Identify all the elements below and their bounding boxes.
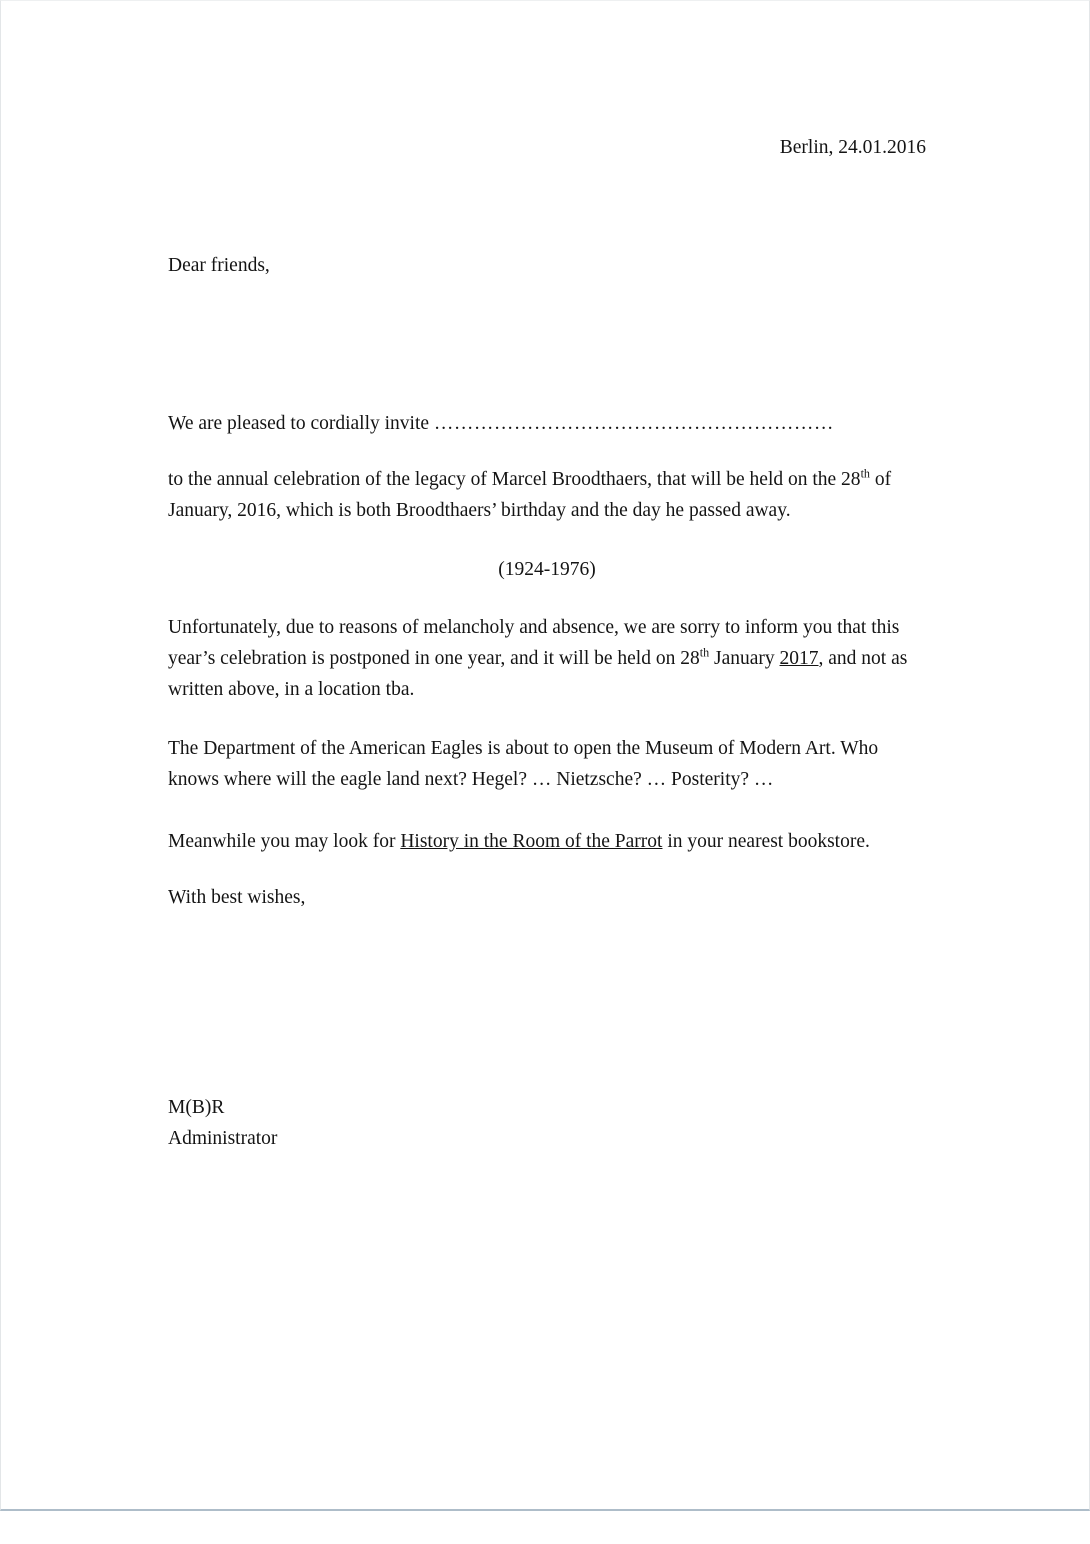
invite-text: We are pleased to cordially invite xyxy=(168,413,434,434)
postponement-text-3: , and not as written above, in a location tba. xyxy=(168,648,908,700)
life-dates: (1924-1976) xyxy=(498,559,596,580)
bookstore-paragraph xyxy=(168,826,926,857)
signature-name: M(B)R xyxy=(168,1097,225,1118)
museum-paragraph: The Department of the American Eagles is about to open the Museum of Modern Art. Who knows where will the eagle land next? Hegel? … Nietzsche? … Posterity? … xyxy=(168,738,879,790)
letter-body xyxy=(168,132,926,1154)
postponement-paragraph xyxy=(168,612,926,705)
invitation-text-1: to the annual celebration of the legacy of Marcel Broodthaers, that will be held on the 28 xyxy=(168,469,861,490)
ordinal-suffix: th xyxy=(860,466,870,481)
postponement-text-2: January xyxy=(709,648,780,669)
invite-dotted-blank: …………………………………………………… xyxy=(433,413,834,434)
invitation-paragraph xyxy=(168,464,926,526)
postponement-year-underlined: 2017 xyxy=(779,648,819,669)
salutation: Dear friends, xyxy=(168,255,270,276)
date-line: Berlin, 24.01.2016 xyxy=(779,137,926,158)
signature-title: Administrator xyxy=(168,1128,278,1149)
postponement-text-1: Unfortunately, due to reasons of melancholy and absence, we are sorry to inform you that this year’s celebration is postponed in one year, and it will be held on 28 xyxy=(168,617,900,669)
bookstore-text-2: in your nearest bookstore. xyxy=(662,831,870,852)
invitation-text-2: of January, 2016, which is both Broodthaers’ birthday and the day he passed away. xyxy=(168,469,892,521)
closing: With best wishes, xyxy=(168,887,306,908)
invite-line xyxy=(168,408,926,439)
book-title-underlined: History in the Room of the Parrot xyxy=(400,831,663,852)
ordinal-suffix: th xyxy=(699,645,710,660)
bookstore-text-1: Meanwhile you may look for xyxy=(168,831,401,852)
